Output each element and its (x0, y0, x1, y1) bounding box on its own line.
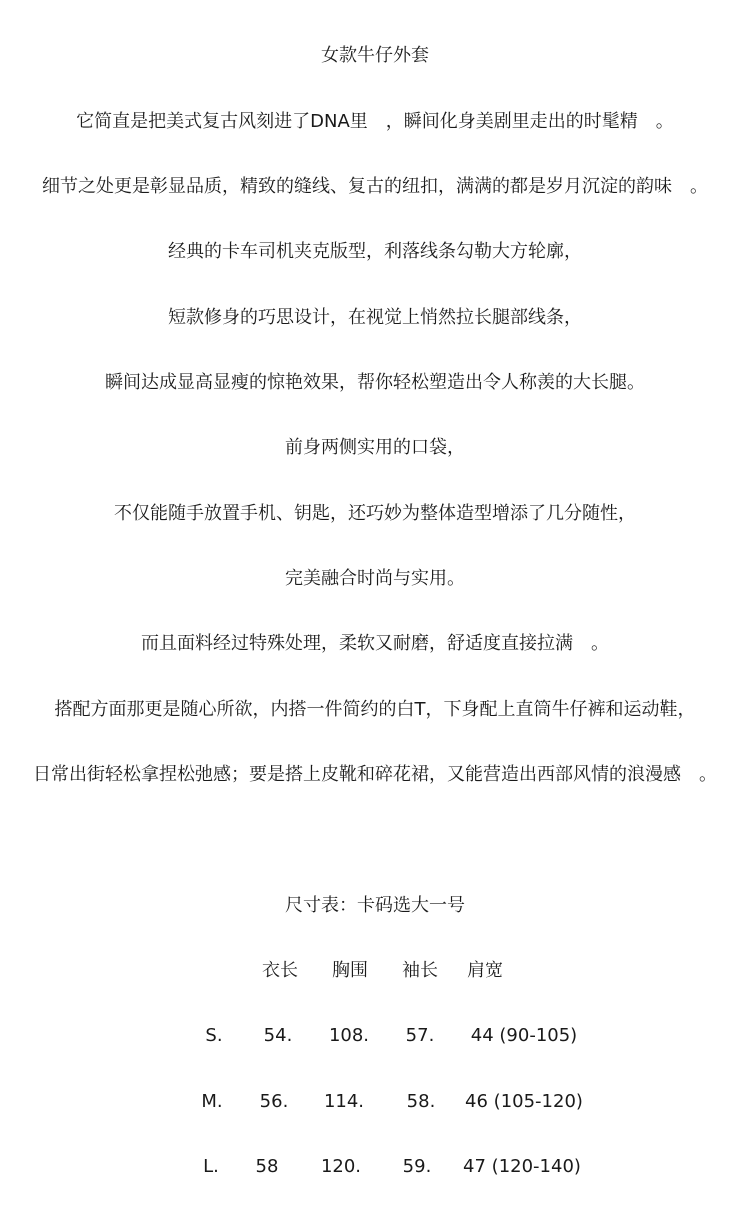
description-line-2: 细节之处更是彰显品质，精致的缝线、复古的纽扣，满满的都是岁月沉淀的韵味 。 (42, 176, 708, 197)
description-line-3: 经典的卡车司机夹克版型，利落线条勾勒大方轮廓， (168, 241, 582, 262)
description-line-4: 短款修身的巧思设计，在视觉上悄然拉长腿部线条， (168, 307, 582, 328)
description-line-6: 前身两侧实用的口袋， (285, 437, 465, 458)
sleeve-value: 59. (402, 1156, 432, 1177)
sleeve-value: 57. (405, 1025, 435, 1046)
sleeve-value: 58. (406, 1091, 436, 1112)
chest-value: 114. (323, 1091, 365, 1112)
column-header-chest: 胸围 (332, 960, 368, 981)
column-header-length: 衣长 (262, 960, 298, 981)
page-title: 女款牛仔外套 (321, 45, 429, 66)
description-line-8: 完美融合时尚与实用。 (285, 568, 465, 589)
size-label: S. (205, 1025, 223, 1046)
column-header-sleeve: 袖长 (402, 960, 438, 981)
description-line-7: 不仅能随手放置手机、钥匙，还巧妙为整体造型增添了几分随性， (114, 503, 636, 524)
description-line-5: 瞬间达成显高显瘦的惊艳效果，帮你轻松塑造出令人称羡的大长腿。 (105, 372, 645, 393)
length-value: 54. (263, 1025, 293, 1046)
column-header-shoulder: 肩宽 (467, 960, 503, 981)
shoulder-value: 46 (105-120) (465, 1091, 583, 1112)
description-line-1: 它简直是把美式复古风刻进了DNA里 ，瞬间化身美剧里走出的时髦精 。 (76, 111, 674, 132)
description-line-10: 搭配方面那更是随心所欲，内搭一件简约的白T，下身配上直筒牛仔裤和运动鞋， (54, 699, 696, 720)
shoulder-value: 44 (90-105) (470, 1025, 578, 1046)
size-label: L. (203, 1156, 219, 1177)
size-label: M. (201, 1091, 223, 1112)
description-line-9: 而且面料经过特殊处理，柔软又耐磨，舒适度直接拉满 。 (141, 633, 609, 654)
chest-value: 108. (328, 1025, 370, 1046)
chest-value: 120. (320, 1156, 362, 1177)
shoulder-value: 47 (120-140) (463, 1156, 581, 1177)
size-table-heading: 尺寸表：卡码选大一号 (285, 895, 465, 916)
length-value: 56. (259, 1091, 289, 1112)
length-value: 58 (255, 1156, 279, 1177)
description-line-11: 日常出街轻松拿捏松弛感；要是搭上皮靴和碎花裙，又能营造出西部风情的浪漫感 。 (33, 764, 717, 785)
